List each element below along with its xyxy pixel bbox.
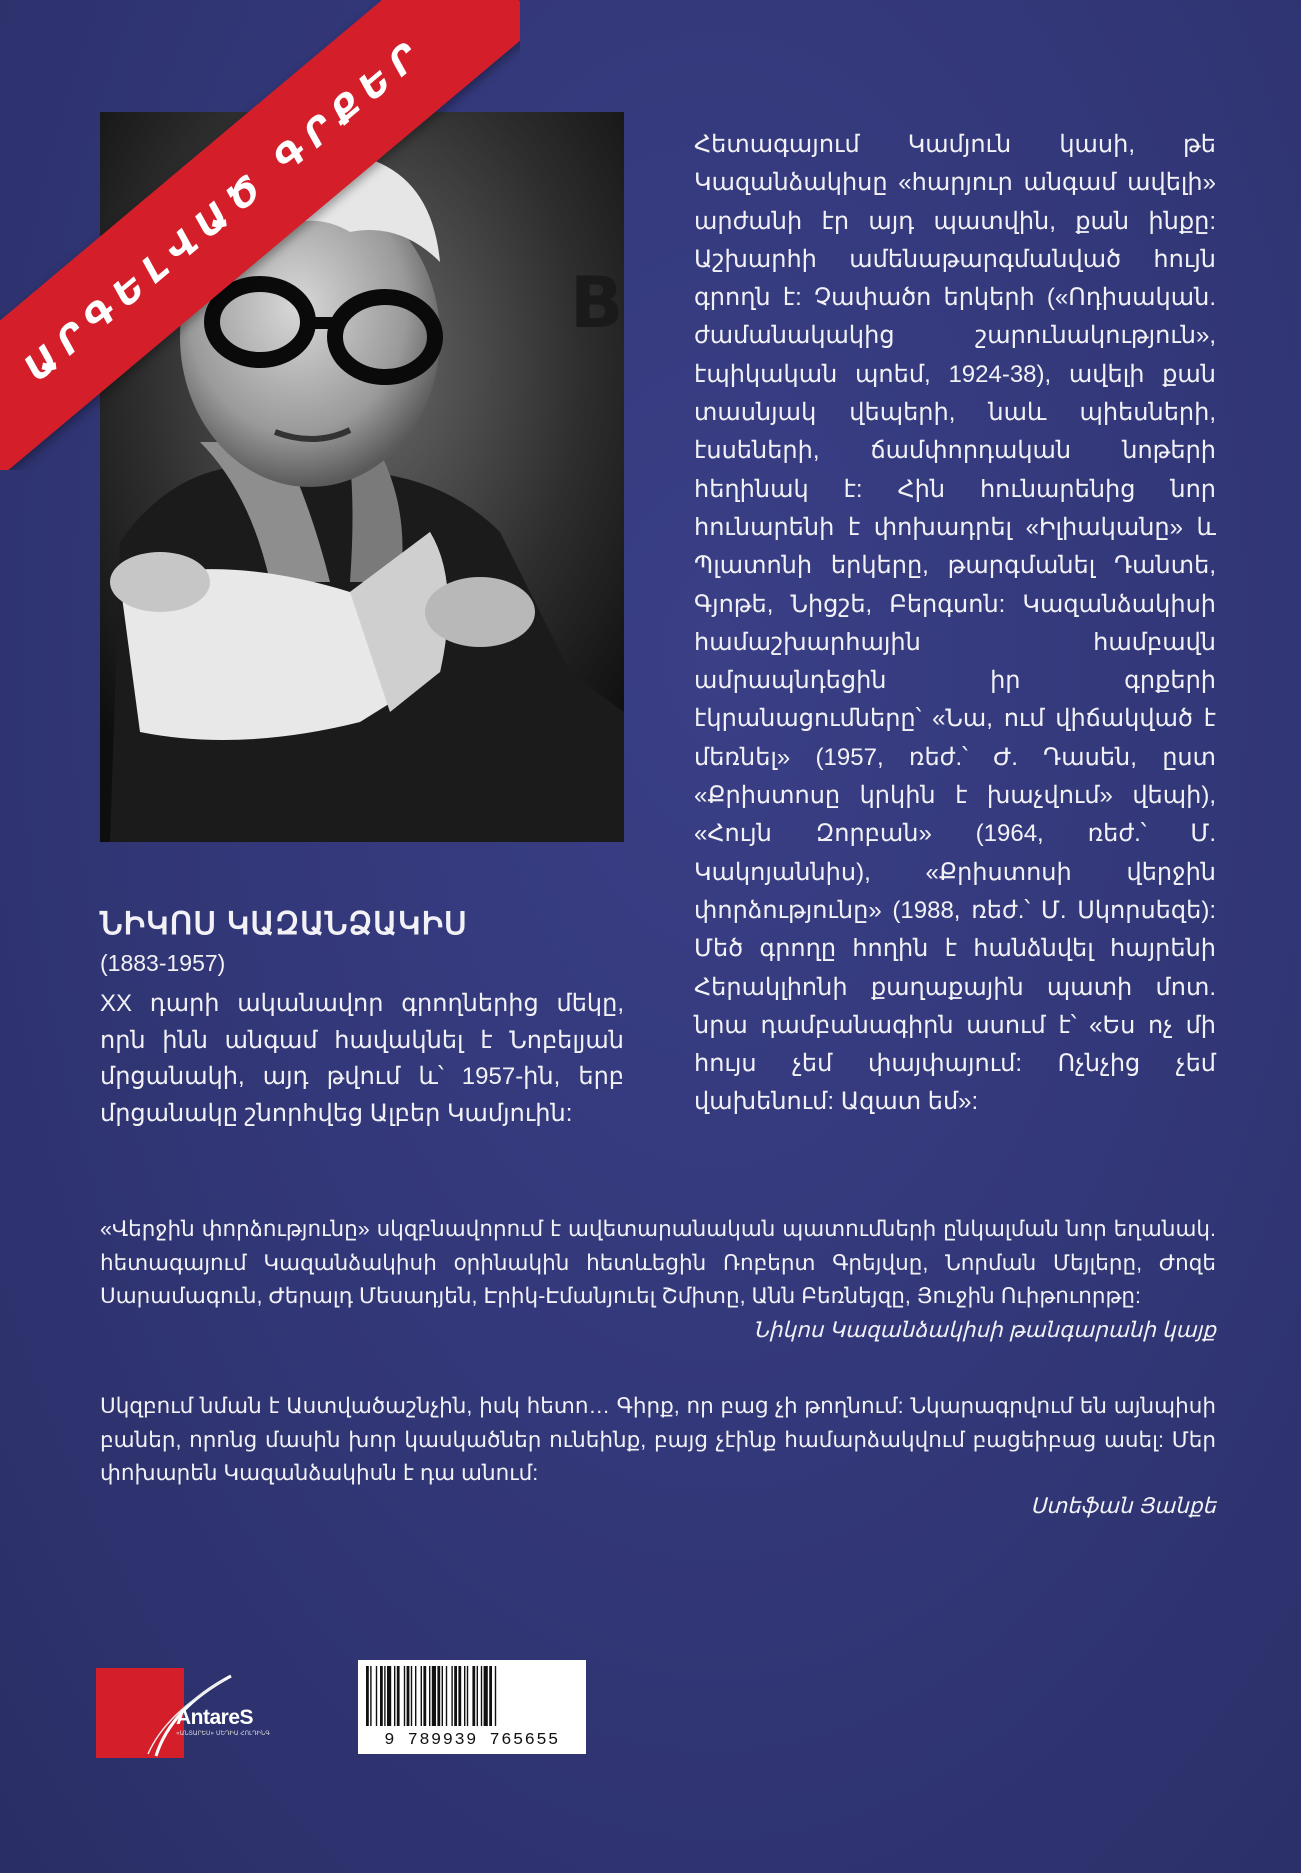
- barcode-bar: [429, 1666, 430, 1726]
- barcode-bar: [495, 1666, 496, 1726]
- barcode-bar: [489, 1666, 492, 1726]
- barcode-bar: [421, 1666, 422, 1726]
- ribbon-label: ԱՐԳԵԼՎԱԾ ԳՐՔԵՐ: [16, 30, 434, 390]
- barcode-bar: [404, 1666, 405, 1726]
- review-attribution-1: Նիկոս Կազանձակիսի թանգարանի կայք: [753, 1318, 1216, 1342]
- publisher-name: AntareS: [176, 1706, 254, 1729]
- barcode-bar: [437, 1666, 440, 1726]
- barcode-bar: [415, 1666, 416, 1726]
- barcode-bar: [432, 1666, 436, 1726]
- barcode-bar: [423, 1666, 426, 1726]
- svg-text:B: B: [570, 262, 624, 344]
- barcode-bar: [464, 1666, 465, 1726]
- barcode-bar: [442, 1666, 443, 1726]
- review-quote-2: Սկզբում նման է Աստվածաշնչին, իսկ հետո… Գիրք, որ բաց չի թողնում: Նկարագրվում են այնպիսի բաներ, որոնց մասին խոր կասկածներ ունեինք, բայց չէինք համարձակվում բացեիբաց ասել: Մեր փոխարեն Կազանձակիսն է դա անում:: [100, 1394, 1216, 1485]
- barcode-bars: [364, 1666, 580, 1726]
- banned-books-ribbon: [0, 0, 520, 470]
- barcode-bar: [407, 1666, 410, 1726]
- barcode-bar: [472, 1666, 475, 1726]
- ribbon-container: [0, 0, 520, 470]
- barcode-bar: [366, 1666, 369, 1726]
- author-bio: XX դարի ականավոր գրողներից մեկը, որն ինն անգամ հավակնել է Նոբելյան մրցանակի, այդ թվում և՝ 1957-ին, երբ մրցանակը շնորհվեց Ալբեր Կամյուին:: [100, 990, 624, 1127]
- barcode-bar: [477, 1666, 478, 1726]
- author-years: (1883-1957): [100, 950, 226, 976]
- barcode-bar: [384, 1666, 385, 1726]
- barcode: [358, 1660, 586, 1754]
- publisher-tagline: «ԱՆՏԱՐԵՍ» ՄԵԴԻԱ ՀՈԼԴԻՆԳ: [176, 1730, 270, 1737]
- review-attribution-2: Ստեֆան Յանքե: [1030, 1494, 1216, 1518]
- barcode-bar: [411, 1666, 412, 1726]
- barcode-bar: [394, 1666, 395, 1726]
- biography-continued: Հետագայում Կամյուն կասի, թե Կազանձակիսը «հարյուր անգամ ավելի» արժանի էր այդ պատվին, քան ինքը: Աշխարհի ամենաթարգմանված հույն գրողն է: Չափածո երկերի («Ոդիսական. ժամանակակից շարունակություն», էպիկական պոեմ, 1924-38), ավելի քան տասնյակ վեպերի, նաև պիեսների, էսսեների, ճամփորդական նոթերի հեղինակ է: Հին հունարենից նոր հունարենի է փոխադրել «Իլիականը» և Պլատոնի երկերը, թարգմանել Դանտե, Գյոթե, Նիցշե, Բերգսոն: Կազանձակիսի համաշխարհային համբավն ամրապնդեցին իր գրքերի էկրանացումները՝ «Նա, ում վիճակված է մեռնել» (1957, ռեժ.՝ Ժ. Դասեն, ըստ «Քրիստոսը կրկին է խաչվում» վեպի), «Հույն Զորբան» (1964, ռեժ.՝ Մ. Կակոյաննիս), «Քրիստոսի վերջին փորձությունը» (1988, ռեժ.՝ Մ. Սկորսեզե): Մեծ գրողը հողին է հանձնվել հայրենի Հերակլիոնի քաղաքային պատի մոտ. նրա դամբանագիրն ասում է՝ «Ես ոչ մի հույս չեմ փայփայում: Ոչնչից չեմ վախենում: Ազատ եմ»:: [694, 131, 1216, 1116]
- publisher-logo: [96, 1668, 282, 1758]
- barcode-bar: [481, 1666, 482, 1726]
- author-name: ՆԻԿՈՍ ԿԱԶԱՆՁԱԿԻՍ: [100, 906, 468, 941]
- barcode-bar: [380, 1666, 383, 1726]
- barcode-isbn: 9 789939 765655: [384, 1731, 560, 1750]
- barcode-bar: [446, 1666, 447, 1726]
- barcode-bar: [454, 1666, 457, 1726]
- barcode-bar: [484, 1666, 488, 1726]
- barcode-bar: [467, 1666, 468, 1726]
- barcode-bar: [376, 1666, 377, 1726]
- review-quote-1: «Վերջին փորձությունը» սկզբնավորում է ավետարանական պատումների ընկալման նոր եղանակ. հետագայում Կազանձակիսի օրինակին հետևեցին Ռոբերտ Գրեյվսը, Նորման Մեյլերը, Ժոզե Սարամագուն, Ժերալդ Մեսադյեն, Էրիկ-Էմանյուել Շմիտը, Անն Բեռնեյզը, Յուջին Ուիթուորթը:: [100, 1217, 1216, 1308]
- barcode-bar: [387, 1666, 391, 1726]
- barcode-bar: [451, 1666, 452, 1726]
- barcode-bar: [458, 1666, 461, 1726]
- barcode-bar: [370, 1666, 371, 1726]
- barcode-bar: [397, 1666, 400, 1726]
